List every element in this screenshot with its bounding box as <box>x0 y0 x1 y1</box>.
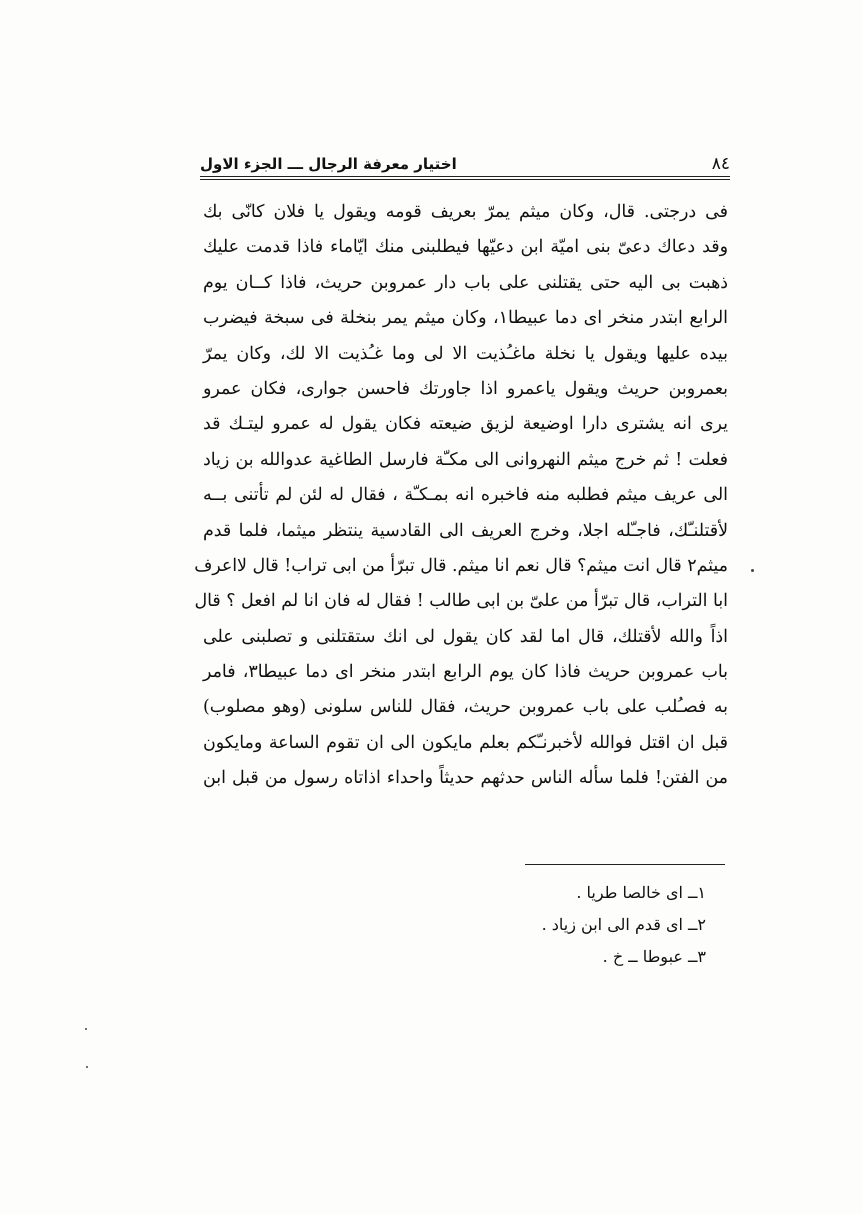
text-line: فى درجتى. قال، وكان ميثم يمرّ بعريف قومه ويقول يا فلان كانّى بك <box>203 202 728 222</box>
scan-speck <box>86 1066 88 1068</box>
text-line: الى عريف ميثم فطلبه منه فاخبره انه بمـكـّة ، فقال له لئن لم تأتنى بــه <box>203 485 728 506</box>
scan-speck <box>85 1028 87 1030</box>
text-line: ذهبت بى اليه حتى يقتلنى على باب دار عمروبن حريث، فاذا كــان يوم <box>203 272 728 293</box>
text-line: بعمروبن حريث ويقول ياعمرو اذا جاورتك فاحسن جوارى، فكان عمرو <box>203 378 728 399</box>
text-line: قبل ان اقتل فوالله لأخبرنـّكم بعلم مايكون الى ان تقوم الساعة ومايكون <box>203 732 728 753</box>
page-number: ٨٤ <box>711 154 730 174</box>
text-line: ابا التراب، قال تبرّأ من علىّ بن ابى طالب ! فقال له فان انا لم افعل ؟ قال <box>194 591 728 612</box>
text-line: بيده عليها ويقول يا نخلة ماغـُذيت الا لى وما غـُذيت الا لك، وكان يمرّ <box>203 343 728 364</box>
main-text <box>194 195 728 797</box>
footnote-rule <box>525 864 725 865</box>
text-line: لأقتلنـّك، فاجـّله اجلا، وخرج العريف الى القادسية ينتظر ميثما، فلما قدم <box>203 520 728 541</box>
text-line: باب عمروبن حريث فاذا كان يوم الرابع ابتدر منخر اى دما عبيطا٣، فامر <box>203 662 728 683</box>
text-line: وقد دعاك دعىّ بنى اميّة ابن دعيّها فيطلبنى منك ايّاماء فاذا قدمت عليك <box>203 237 728 258</box>
text-line: به فصـُلب على باب عمروبن حريث، فقال للناس سلونى (وهو مصلوب) <box>203 697 728 718</box>
header-title: اختيار معرفة الرجال ـــ الجزء الاول <box>200 155 457 173</box>
text-line: يرى انه يشترى دارا اوضيعة لزيق ضيعته فكان يقول له عمرو ليتـك قد <box>203 414 728 435</box>
text-line: الرابع ابتدر منخر اى دما عبيطا١، وكان ميثم يمر بنخلة فى سبخة فيضرب <box>203 308 728 329</box>
text-line: اذاً والله لأقتلك، قال اما لقد كان يقول لى انك ستقتلنى و تصلبنى على <box>203 626 728 647</box>
scan-speck <box>751 569 754 572</box>
footnote-item: ١ــ اى خالصا طريا . <box>576 883 706 902</box>
text-line: ميثم٢ قال انت ميثم؟ قال نعم انا ميثم. قال تبرّأ من ابى تراب! قال لااعرف <box>194 555 728 576</box>
footnotes <box>406 877 706 973</box>
text-line: من الفتن! فلما سأله الناس حدثهم حديثاً واحداء اذاتاه رسول من قبل ابن <box>203 768 728 789</box>
footnote-item: ٣ــ عبوطا ــ خ . <box>602 947 706 966</box>
text-line: فعلت ! ثم خرج ميثم النهروانى الى مكـّة فارسل الطاغية عدوالله بن زياد <box>203 449 728 470</box>
footnote-item: ٢ــ اى قدم الى ابن زياد . <box>541 915 706 934</box>
header-rule <box>200 176 730 180</box>
